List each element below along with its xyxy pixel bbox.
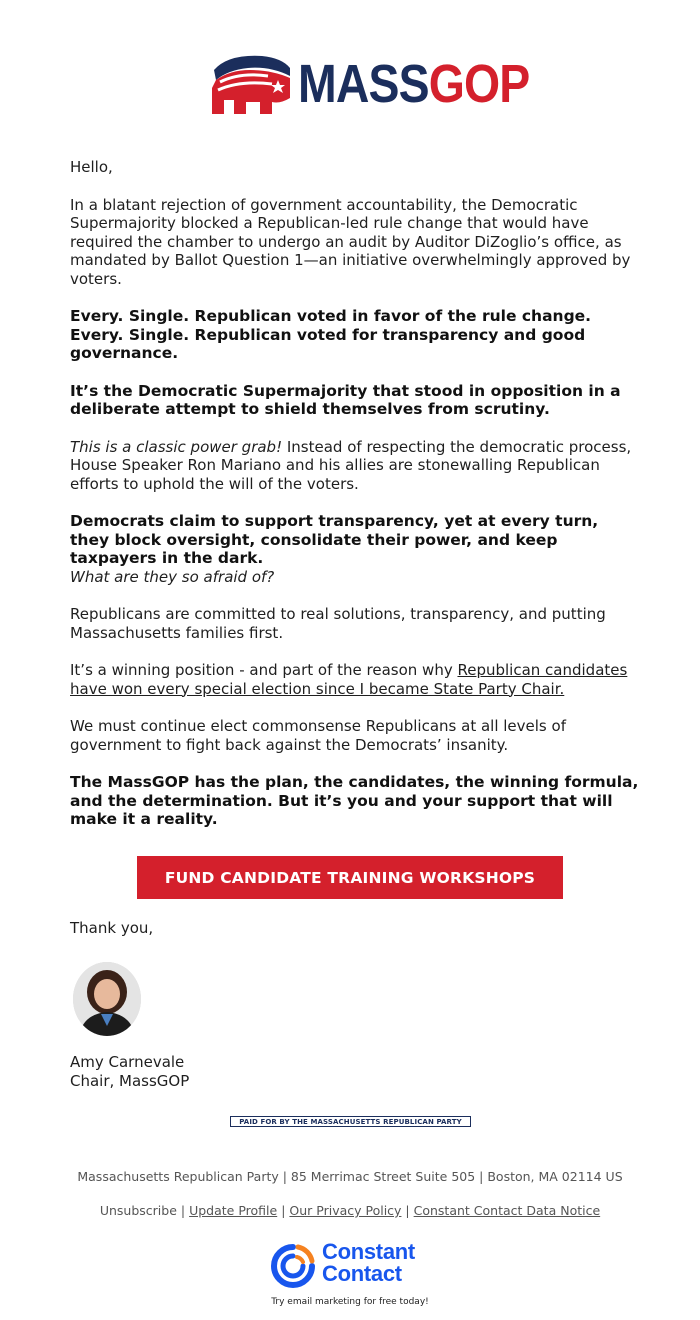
paragraph-power-grab xyxy=(70,438,640,494)
elephant-logo-icon xyxy=(210,52,296,118)
special-election-link[interactable]: Republican candidates have won every special election since I became State Party Chair. xyxy=(70,661,628,698)
data-notice-link[interactable]: Constant Contact Data Notice xyxy=(413,1203,601,1218)
link-separator: | xyxy=(176,1203,190,1218)
winning-text: It’s a winning position - and part of the reason why xyxy=(70,661,458,679)
footer-address: Massachusetts Republican Party | 85 Merrimac Street Suite 505 | Boston, MA 02114 US xyxy=(77,1169,623,1184)
paragraph-audit: In a blatant rejection of government accountability, the Democratic Supermajority blocked a Republican-led rule change that would have required the chamber to undergo an audit by Auditor DiZoglio’s office, as mandated by Ballot Question 1—an initiative overwhelmingly approved by voters. xyxy=(70,195,631,288)
thanks-text: Thank you, xyxy=(70,919,154,937)
fund-workshops-button[interactable]: FUND CANDIDATE TRAINING WORKSHOPS xyxy=(137,856,563,899)
paragraph-every-single-2: Every. Single. Republican voted for transparency and good governance. xyxy=(70,325,586,362)
paragraph-plan: The MassGOP has the plan, the candidates, the winning formula, and the determination. But it’s you and your support that will make it a reality. xyxy=(70,773,639,828)
paragraph-supermajority: It’s the Democratic Supermajority that stood in opposition in a deliberate attempt to shield themselves from scrutiny. xyxy=(70,381,621,418)
signer-name: Amy Carnevale xyxy=(70,1053,185,1071)
link-separator: | xyxy=(401,1203,414,1218)
cc-line1: Constant xyxy=(322,1239,415,1264)
portrait-icon xyxy=(73,962,141,1036)
paid-for-disclaimer: PAID FOR BY THE MASSACHUSETTS REPUBLICAN PARTY xyxy=(230,1116,471,1127)
privacy-policy-link[interactable]: Our Privacy Policy xyxy=(289,1203,402,1218)
power-grab-italic: This is a classic power grab! xyxy=(70,437,283,456)
signer-title: Chair, MassGOP xyxy=(70,1071,190,1090)
link-separator: | xyxy=(277,1203,290,1218)
paragraph-every-single-1: Every. Single. Republican voted in favor of the rule change. xyxy=(70,307,592,325)
email-body xyxy=(70,158,640,829)
footer-links xyxy=(0,1203,700,1218)
paragraph-winning xyxy=(70,661,640,698)
avatar xyxy=(73,962,141,1036)
logo-wordmark xyxy=(298,52,529,116)
cc-line2: Contact xyxy=(322,1261,402,1286)
logo-mass: MASS xyxy=(298,54,429,114)
constant-contact-logo[interactable] xyxy=(270,1241,440,1291)
power-grab-rest: Instead of respecting the democratic process, House Speaker Ron Mariano and his allies are stonewalling Republican efforts to uphold the will of the voters. xyxy=(70,437,632,493)
update-profile-link[interactable]: Update Profile xyxy=(189,1203,278,1218)
constant-contact-icon xyxy=(270,1243,316,1289)
cc-tagline[interactable]: Try email marketing for free today! xyxy=(271,1297,429,1307)
logo-gop: GOP xyxy=(428,54,530,114)
massgop-logo[interactable] xyxy=(210,50,530,120)
paragraph-solutions: Republicans are committed to real solutions, transparency, and putting Massachusetts families first. xyxy=(70,605,606,642)
signature xyxy=(70,1053,189,1090)
paragraph-transparency: Democrats claim to support transparency, yet at every turn, they block oversight, consolidate their power, and keep taxpayers in the dark. xyxy=(70,512,599,567)
unsubscribe-link[interactable]: Unsubscribe xyxy=(99,1203,177,1218)
paragraph-continue: We must continue elect commonsense Republicans at all levels of government to fight back against the Democrats’ insanity. xyxy=(70,717,566,754)
paragraph-afraid: What are they so afraid of? xyxy=(70,567,275,586)
greeting: Hello, xyxy=(70,158,113,176)
constant-contact-wordmark xyxy=(322,1241,415,1285)
